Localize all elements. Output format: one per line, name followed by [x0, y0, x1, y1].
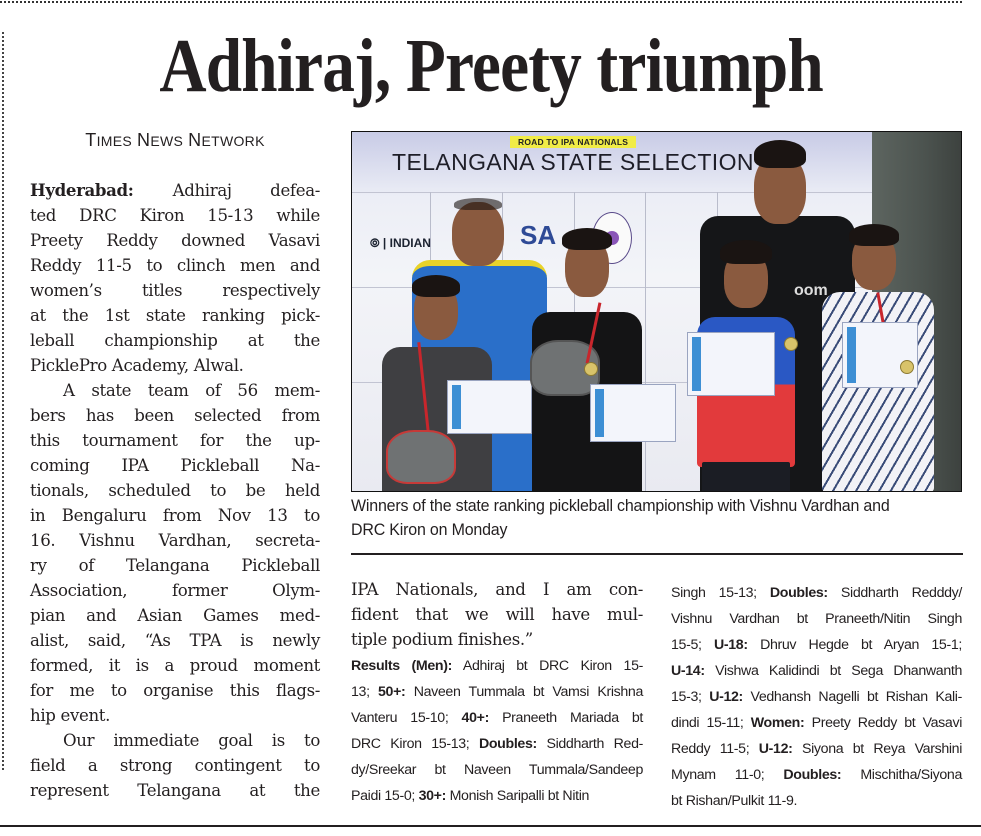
article-text-line: Our immediate goal is to — [63, 731, 320, 750]
article-text-line: this tournament for the up- — [30, 431, 320, 450]
headline: Adhiraj, Preety triumph — [159, 24, 823, 108]
caption-divider — [351, 553, 963, 555]
article-text-line: hip event. — [30, 706, 111, 725]
banner-title: TELANGANA STATE SELECTION — [392, 149, 754, 175]
results-category-label: U-12: — [709, 689, 743, 705]
article-text-line: bers has been selected from — [30, 406, 320, 425]
article-text-line: 16. Vishnu Vardhan, secreta- — [30, 531, 320, 550]
article-body-left-column — [30, 178, 320, 803]
article-text-line: at the 1st state ranking pick- — [30, 306, 320, 325]
results-category-label: U-12: — [758, 741, 793, 757]
results-line: dy/Sreekar bt Naveen Tummala/Sandeep — [351, 762, 643, 778]
sponsor-logo-indian: ⦾ | INDIAN — [370, 236, 431, 250]
article-text-line: PicklePro Academy, Alwal. — [30, 356, 244, 375]
results-category-label: 40+: — [461, 710, 489, 726]
photo-caption: Winners of the state ranking pickleball championship with Vishnu Vardhan and DRC Kiron on Monday — [351, 496, 890, 539]
results-line: 13; 50+: Naveen Tummala bt Vamsi Krishna — [351, 684, 643, 700]
results-category-label: 50+: — [377, 684, 406, 700]
results-line: Vishnu Vardhan bt Praneeth/Nitin Singh — [671, 611, 962, 627]
article-text-line: fident that we will have mul- — [351, 605, 643, 624]
article-text-line: Association, former Olym- — [30, 581, 320, 600]
results-category-label: U-14: — [671, 663, 705, 679]
article-text-line: ted DRC Kiron 15-13 while — [30, 206, 320, 225]
byline — [30, 130, 320, 151]
results-line: Vanteru 15-10; 40+: Praneeth Mariada bt — [351, 710, 644, 726]
top-dotted-border — [0, 1, 962, 3]
article-text-line: formed, it is a proud moment — [30, 656, 320, 675]
results-line: bt Rishan/Pulkit 11-9. — [671, 793, 798, 809]
article-photo: ROAD TO IPA NATIONALS TELANGANA STATE SELECTION ⦾ | INDIAN SA oom — [351, 131, 962, 492]
results-category-label: Doubles: — [783, 767, 842, 783]
banner-grid-line — [645, 192, 646, 492]
byline-word: TIMES — [85, 130, 132, 150]
results-category-label: Results (Men): — [351, 658, 452, 674]
article-text-line: Hyderabad: Adhiraj defea- — [30, 180, 320, 200]
article-text-line: A state team of 56 mem- — [63, 381, 320, 400]
results-line: Singh 15-13; Doubles: Siddharth Redddy/ — [671, 585, 962, 601]
results-line: Mynam 11-0; Doubles: Mischitha/Siyona — [671, 767, 962, 783]
article-text-line: ry of Telangana Pickleball — [30, 556, 320, 575]
article-text-line: IPA Nationals, and I am con- — [351, 580, 643, 599]
results-category-label: 30+: — [418, 788, 446, 804]
article-text-line: in Bengaluru from Nov 13 to — [30, 506, 320, 525]
byline-word: NEWS — [137, 130, 184, 150]
article-text-line: pian and Asian Games med- — [30, 606, 320, 625]
bottom-divider — [0, 825, 981, 827]
article-text-line: tiple podium finishes.” — [351, 630, 533, 649]
results-list-part-2 — [671, 580, 962, 814]
results-line: 15-5; U-18: Dhruv Hegde bt Aryan 15-1; — [671, 637, 962, 653]
results-list-part-1 — [351, 653, 643, 809]
article-text-line: Preety Reddy downed Vasavi — [30, 231, 320, 250]
banner-tag: ROAD TO IPA NATIONALS — [510, 136, 636, 148]
results-line: DRC Kiron 15-13; Doubles: Siddharth Red- — [351, 736, 643, 752]
byline-word: NETWORK — [188, 130, 265, 150]
article-text-line: for me to organise this flags- — [30, 681, 320, 700]
article-text-line: leball championship at the — [30, 331, 320, 350]
article-text-line: field a strong contingent to — [30, 756, 320, 775]
article-text-line: Reddy 11-5 to clinch men and — [30, 256, 320, 275]
article-body-middle-column — [351, 577, 643, 652]
article-text-line: coming IPA Pickleball Na- — [30, 456, 320, 475]
results-category-label: Doubles: — [478, 736, 537, 752]
results-category-label: Doubles: — [769, 585, 828, 601]
results-line: Results (Men): Adhiraj bt DRC Kiron 15- — [351, 658, 643, 674]
results-line: U-14: Vishwa Kalidindi bt Sega Dhanwanth — [671, 663, 962, 679]
dateline: Hyderabad: — [30, 180, 173, 200]
results-category-label: U-18: — [713, 637, 748, 653]
article-text-line: women’s titles respectively — [30, 281, 320, 300]
article-text-line: alist, said, “As TPA is newly — [30, 631, 320, 650]
article-text-line: represent Telangana at the — [30, 781, 320, 800]
sponsor-logo-sa: SA — [520, 220, 557, 250]
left-dotted-border — [2, 32, 4, 770]
results-line: Reddy 11-5; U-12: Siyona bt Reya Varshini — [671, 741, 963, 757]
results-line: Paidi 15-0; 30+: Monish Saripalli bt Nitin — [351, 788, 590, 804]
results-line: 15-3; U-12: Vedhansh Nagelli bt Rishan Kali- — [671, 689, 962, 705]
article-text-line: tionals, scheduled to be held — [30, 481, 320, 500]
results-line: dindi 15-11; Women: Preety Reddy bt Vasavi — [671, 715, 963, 731]
results-category-label: Women: — [750, 715, 805, 731]
